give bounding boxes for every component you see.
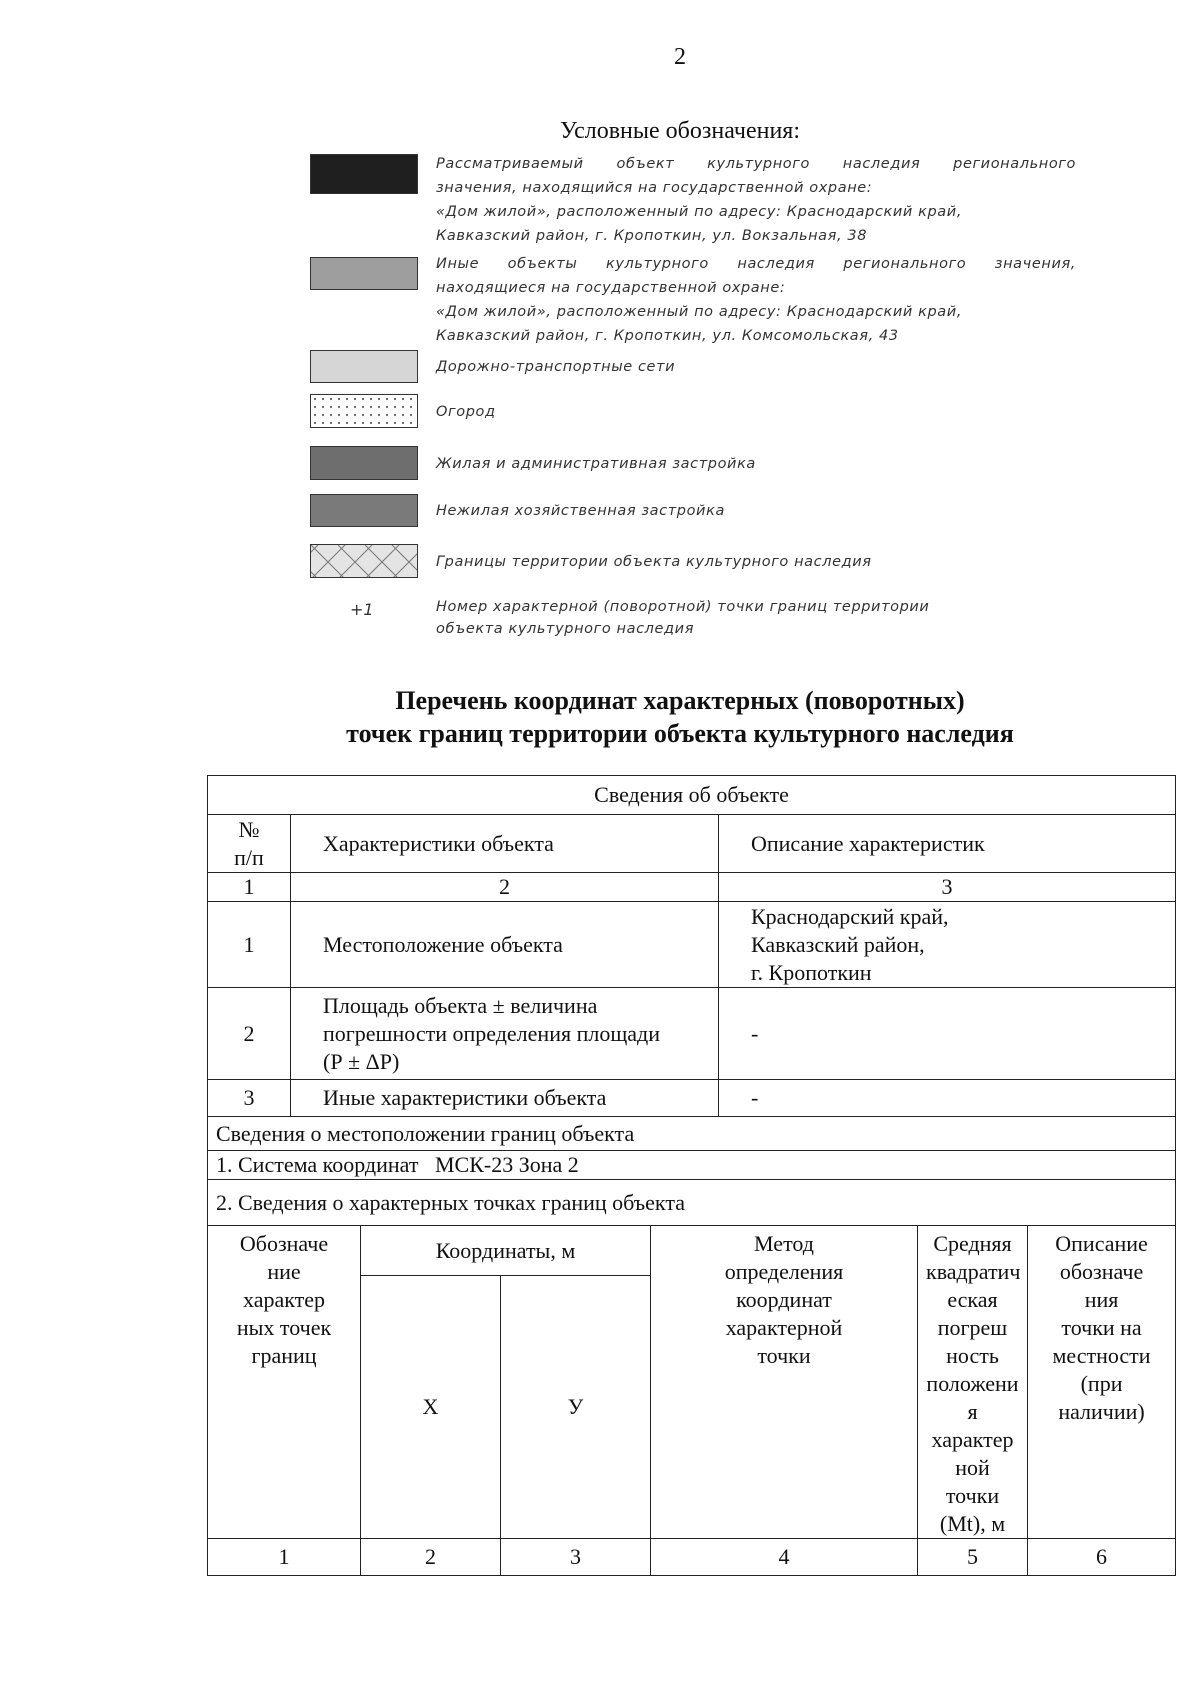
coord-system: 1. Система координат МСК-23 Зона 2 bbox=[208, 1151, 1176, 1180]
points-header-y: У bbox=[501, 1276, 651, 1539]
legend-item-non-residential bbox=[310, 494, 1070, 530]
header-num: № п/п bbox=[208, 815, 291, 873]
row-description: Краснодарский край, Кавказский район, г. Кропоткин bbox=[719, 902, 1176, 988]
header-description: Описание характеристик bbox=[719, 815, 1176, 873]
header-characteristics: Характеристики объекта bbox=[291, 815, 719, 873]
row-description: - bbox=[719, 1080, 1176, 1117]
other-objects-swatch bbox=[310, 257, 418, 290]
points-header-error: Средняя квадратич еская погреш ность положени я характер ной точки (Mt), м bbox=[918, 1226, 1028, 1539]
coord-system-row bbox=[208, 1151, 1176, 1180]
row-characteristic: Местоположение объекта bbox=[291, 902, 719, 988]
location-section-row bbox=[208, 1117, 1176, 1151]
table-row bbox=[208, 902, 1176, 988]
legend-text-garden: Огород bbox=[436, 404, 496, 420]
row-num: 1 bbox=[208, 902, 291, 988]
location-section: Сведения о местоположении границ объекта bbox=[208, 1117, 1176, 1151]
legend-item-point-number bbox=[310, 596, 1070, 646]
index-cell: 3 bbox=[719, 873, 1176, 902]
points-section-row bbox=[208, 1180, 1176, 1226]
roads-swatch bbox=[310, 350, 418, 383]
table-title-row bbox=[208, 776, 1176, 815]
points-index-cell: 5 bbox=[918, 1539, 1028, 1576]
page-heading: Перечень координат характерных (поворотных) точек границ территории объекта культурного наследия bbox=[346, 686, 1014, 748]
page-number: 2 bbox=[674, 44, 686, 70]
points-header-method: Метод определения координат характерной точки bbox=[651, 1226, 918, 1539]
points-header-x: Х bbox=[361, 1276, 501, 1539]
legend-text-object: Рассматриваемый объект культурного наследия регионального значения, находящийся на государственной охране: «Дом жилой», расположенный по адресу: Краснодарский край, Кавказский район, г. Кропоткин, ул. Вокзальная, 38 bbox=[436, 156, 1076, 244]
crosshatch-pattern-icon bbox=[311, 545, 418, 578]
points-header-designation: Обозначе ние характер ных точек границ bbox=[208, 1226, 361, 1539]
legend-item-garden bbox=[310, 394, 1070, 430]
legend-title: Условные обозначения: bbox=[559, 118, 801, 144]
row-num: 2 bbox=[208, 988, 291, 1080]
legend-item-other-objects bbox=[310, 252, 1076, 348]
points-index-cell: 2 bbox=[361, 1539, 501, 1576]
table-row bbox=[208, 988, 1176, 1080]
points-header-row bbox=[208, 1226, 1176, 1276]
object-swatch bbox=[310, 154, 418, 194]
row-description: - bbox=[719, 988, 1176, 1080]
table-header-row bbox=[208, 815, 1176, 873]
boundary-swatch bbox=[310, 544, 418, 578]
non-residential-swatch bbox=[310, 494, 418, 527]
row-characteristic: Площадь объекта ± величина погрешности определения площади (Р ± ΔР) bbox=[291, 988, 719, 1080]
table-title: Сведения об объекте bbox=[208, 776, 1176, 815]
points-index-cell: 1 bbox=[208, 1539, 361, 1576]
table-index-row bbox=[208, 873, 1176, 902]
residential-swatch bbox=[310, 446, 418, 480]
legend-text-residential: Жилая и административная застройка bbox=[436, 456, 756, 472]
legend-text-non-residential: Нежилая хозяйственная застройка bbox=[436, 503, 725, 519]
index-cell: 2 bbox=[291, 873, 719, 902]
point-number-marker: +1 bbox=[350, 600, 374, 619]
legend-text-other-objects: Иные объекты культурного наследия регионального значения, находящиеся на государственной охране: «Дом жилой», расположенный по адресу: Краснодарский край, Кавказский район, г. Кропоткин, ул. Комсомольская, 43 bbox=[436, 256, 1076, 344]
object-info-table bbox=[207, 775, 1176, 1576]
legend-item-object bbox=[310, 152, 1076, 252]
table-row bbox=[208, 1080, 1176, 1117]
legend-item-residential bbox=[310, 446, 1070, 482]
legend-text-point-number: Номер характерной (поворотной) точки границ территории объекта культурного наследия bbox=[436, 599, 930, 637]
points-index-row bbox=[208, 1539, 1176, 1576]
points-index-cell: 6 bbox=[1028, 1539, 1176, 1576]
points-section: 2. Сведения о характерных точках границ объекта bbox=[208, 1180, 1176, 1226]
points-index-cell: 3 bbox=[501, 1539, 651, 1576]
row-num: 3 bbox=[208, 1080, 291, 1117]
points-header-coordinates: Координаты, м bbox=[361, 1226, 651, 1276]
legend-item-roads bbox=[310, 350, 1070, 386]
garden-swatch bbox=[310, 394, 418, 428]
points-header-place: Описание обозначе ния точки на местности (при наличии) bbox=[1028, 1226, 1176, 1539]
index-cell: 1 bbox=[208, 873, 291, 902]
points-index-cell: 4 bbox=[651, 1539, 918, 1576]
legend-text-boundary: Границы территории объекта культурного наследия bbox=[436, 554, 872, 570]
legend-text-roads: Дорожно-транспортные сети bbox=[436, 359, 676, 375]
legend-item-boundary bbox=[310, 544, 1070, 580]
row-characteristic: Иные характеристики объекта bbox=[291, 1080, 719, 1117]
